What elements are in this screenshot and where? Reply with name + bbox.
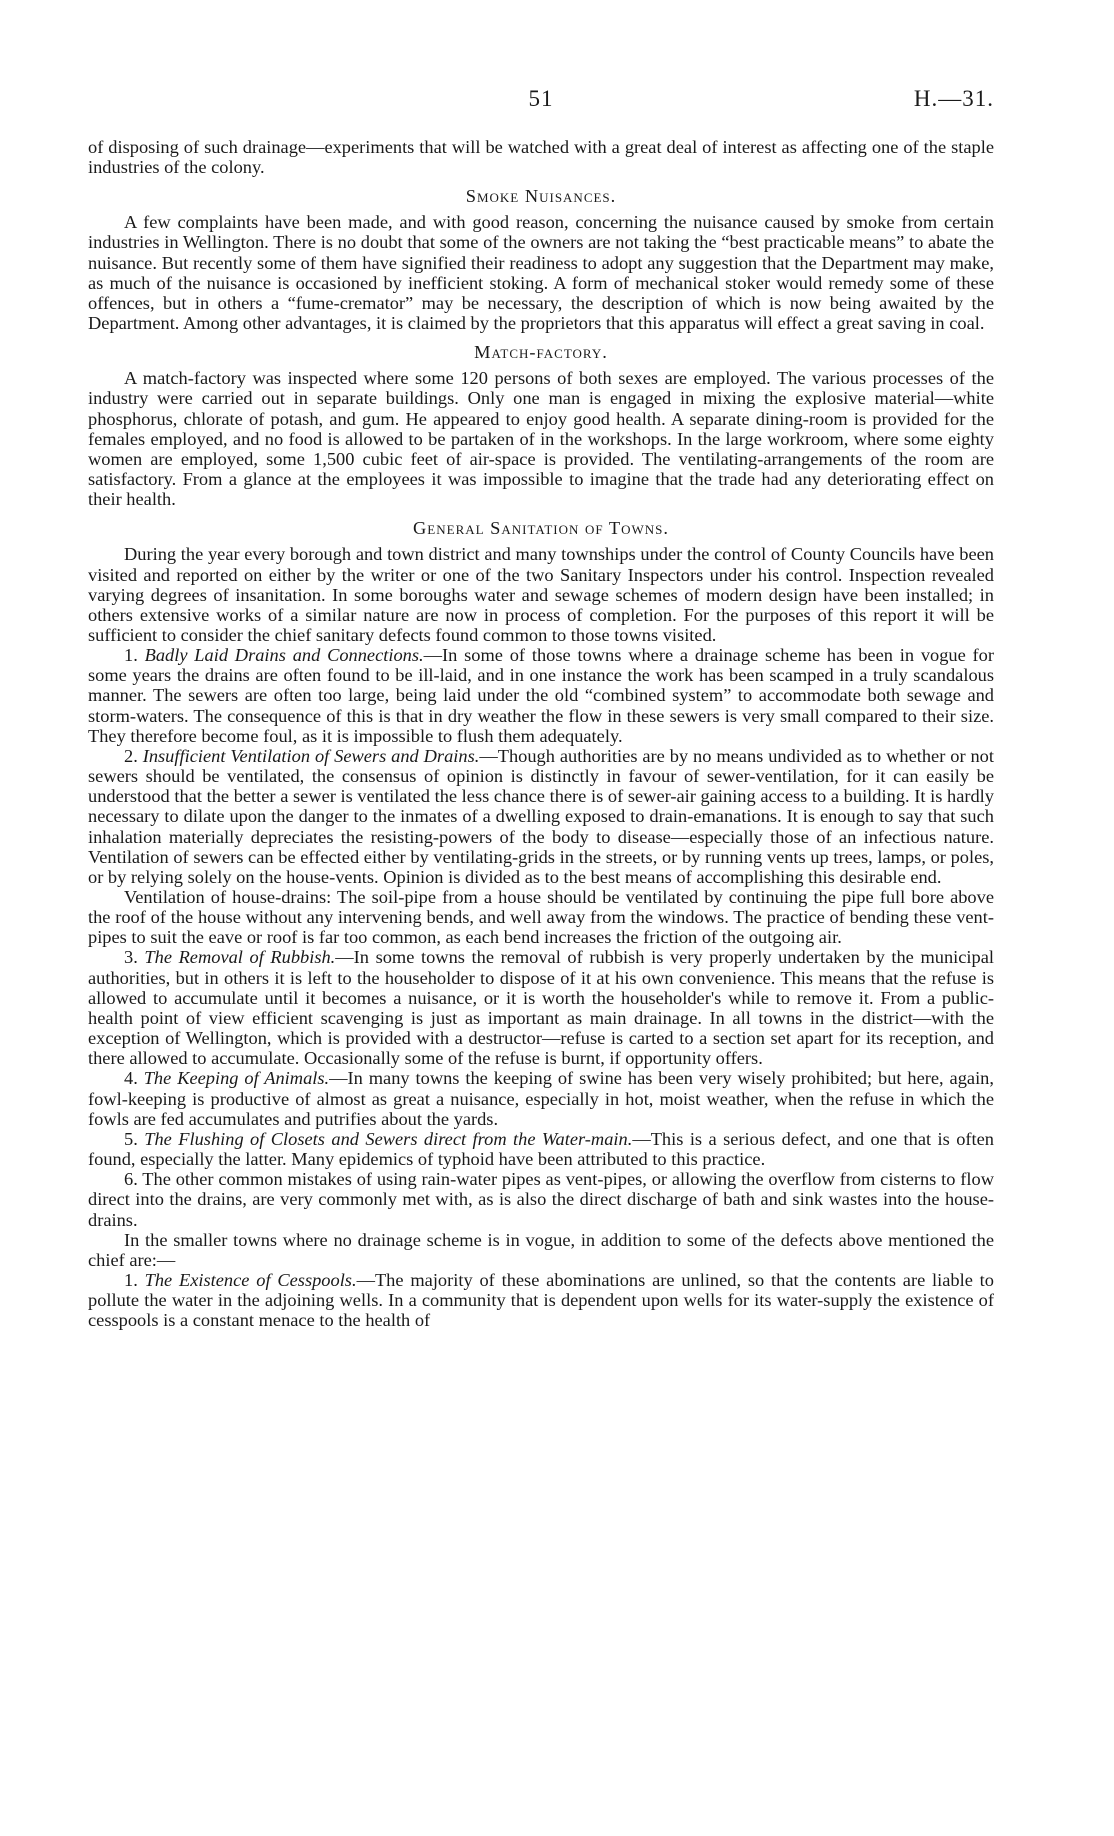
- match-factory-paragraph: A match-factory was inspected where some 120 persons of both sexes are employed. The various processes of the industry were carried out in separate buildings. Only one man is engaged in mixing the explosive material—white phosphorus, chlorate of potash, and gum. He appeared to enjoy good health. A separate dining-room is provided for the females employed, and no food is allowed to be partaken of in the workshops. In the large workroom, where some eighty women are employed, some 1,500 cubic feet of air-space is provided. The ventilating-arrangements of the room are satisfactory. From a glance at the employees it was impossible to imagine that the trade had any deteriorating effect on their health.: [88, 368, 994, 510]
- defect-item-2: [88, 746, 994, 887]
- defect-item-3-number: 3.: [124, 947, 138, 968]
- defect-item-4-number: 4.: [124, 1068, 138, 1089]
- body-text: [88, 137, 994, 1330]
- cesspools-item-number: 1.: [124, 1269, 138, 1290]
- defect-item-3: [88, 947, 994, 1068]
- cesspools-item-title: The Existence of Cesspools.: [144, 1269, 357, 1290]
- defect-item-5-title: The Flushing of Closets and Sewers direct from the Water-main.: [144, 1128, 633, 1149]
- defect-item-6: 6. The other common mistakes of using rain-water pipes as vent-pipes, or allowing the overflow from cisterns to flow direct into the drains, are very commonly met with, as is also the direct discharge of bath and sink wastes into the house-drains.: [88, 1169, 994, 1230]
- sanitation-intro-paragraph: During the year every borough and town district and many townships under the control of County Councils have been visited and reported on either by the writer or one of the two Sanitary Inspectors under his control. Inspection revealed varying degrees of insanitation. In some boroughs water and sewage schemes of modern design have been installed; in others extensive works of a similar nature are now in process of completion. For the purposes of this report it will be sufficient to consider the chief sanitary defects found common to those towns visited.: [88, 544, 994, 645]
- defect-item-5: [88, 1129, 994, 1169]
- match-factory-heading: Match-factory.: [474, 342, 608, 363]
- defect-item-1-title: Badly Laid Drains and Connections.: [144, 645, 424, 666]
- defect-item-2-number: 2.: [124, 745, 138, 766]
- defect-item-1-number: 1.: [124, 645, 138, 666]
- smoke-nuisances-paragraph: A few complaints have been made, and with good reason, concerning the nuisance caused by smoke from certain industries in Wellington. There is no doubt that some of the owners are not taking the “best practicable means” to abate the nuisance. But recently some of them have signified their readiness to adopt any suggestion that the Department may make, as much of the nuisance is occasioned by inefficient stoking. A form of mechanical stoker would remedy some of these offences, but in others a “fume-cremator” may be necessary, the description of which is now being awaited by the Department. Among other advantages, it is claimed by the proprietors that this apparatus will effect a great saving in coal.: [88, 212, 994, 334]
- page-header: [88, 86, 994, 116]
- defect-item-1: [88, 645, 994, 746]
- general-sanitation-heading: General Sanitation of Towns.: [413, 518, 669, 539]
- defect-item-2-text: —Though authorities are by no means undivided as to whether or not sewers should be ventilated, the consensus of opinion is distinctly in favour of sewer-ventilation, for it can easily be understood that the better a sewer is ventilated the less chance there is of sewer-air gaining access to a building. It is hardly necessary to dilate upon the danger to the inmates of a dwelling exposed to drain-emanations. It is enough to say that such inhalation materially depreciates the resisting-powers of the body to disease—especially those of an infectious nature. Ventilation of sewers can be effected either by ventilating-grids in the streets, or by running vents up trees, lamps, or poles, or by relying solely on the house-vents. Opinion is divided as to the best means of accomplishing this desirable end.: [88, 745, 994, 887]
- defect-item-4: [88, 1068, 994, 1128]
- defect-item-3-title: The Removal of Rubbish.: [144, 947, 336, 968]
- defect-item-2-title: Insufficient Ventilation of Sewers and Drains.: [142, 745, 480, 766]
- defect-item-3-text: —In some towns the removal of rubbish is very properly undertaken by the municipal authorities, but in others it is left to the householder to dispose of it at his own convenience. This means that the refuse is allowed to accumulate until it becomes a nuisance, or it is worth the householder's while to remove it. From a public-health point of view efficient scavenging is just as important as main drainage. In all towns in the district—with the exception of Wellington, which is provided with a destructor—refuse is carted to a section set apart for its reception, and there allowed to accumulate. Occasionally some of the refuse is burnt, if opportunity offers.: [88, 947, 994, 1069]
- intro-paragraph: of disposing of such drainage—experiments that will be watched with a great deal of interest as affecting one of the staple industries of the colony.: [88, 137, 994, 178]
- document-reference: H.—31.: [913, 86, 994, 111]
- defect-item-4-title: The Keeping of Animals.: [143, 1068, 330, 1089]
- smoke-nuisances-heading: Smoke Nuisances.: [465, 186, 617, 207]
- house-drain-ventilation-paragraph: Ventilation of house-drains: The soil-pipe from a house should be ventilated by continuing the pipe full bore above the roof of the house without any intervening bends, and well away from the windows. The practice of bending these vent-pipes to suit the eave or roof is far too common, as each bend increases the friction of the outgoing air.: [88, 887, 994, 948]
- defect-item-5-number: 5.: [124, 1128, 138, 1149]
- defect-item-4-text: —In many towns the keeping of swine has been very wisely prohibited; but here, again, fowl-keeping is productive of almost as great a nuisance, especially in hot, moist weather, when the refuse in which the fowls are fed accumulates and putrifies about the yards.: [88, 1068, 994, 1129]
- page-number: 51: [528, 86, 554, 111]
- defect-item-1-text: —In some of those towns where a drainage scheme has been in vogue for some years the drains are often found to be ill-laid, and in one instance the work has been scamped in a truly scandalous manner. The sewers are often too large, being laid under the old “combined system” to accommodate both sewage and storm-waters. The consequence of this is that in dry weather the flow in these sewers is very small compared to their size. They therefore become foul, as it is impossible to flush them adequately.: [88, 645, 994, 746]
- defect-item-5-text: —This is a serious defect, and one that is often found, especially the latter. Many epidemics of typhoid have been attributed to this practice.: [88, 1128, 994, 1170]
- smaller-towns-paragraph: In the smaller towns where no drainage scheme is in vogue, in addition to some of the defects above mentioned the chief are:—: [88, 1229, 994, 1270]
- cesspools-item: [88, 1270, 994, 1330]
- cesspools-item-text: —The majority of these abominations are unlined, so that the contents are liable to pollute the water in the adjoining wells. In a community that is dependent upon wells for its water-supply the existence of cesspools is a constant menace to the health of: [88, 1269, 994, 1331]
